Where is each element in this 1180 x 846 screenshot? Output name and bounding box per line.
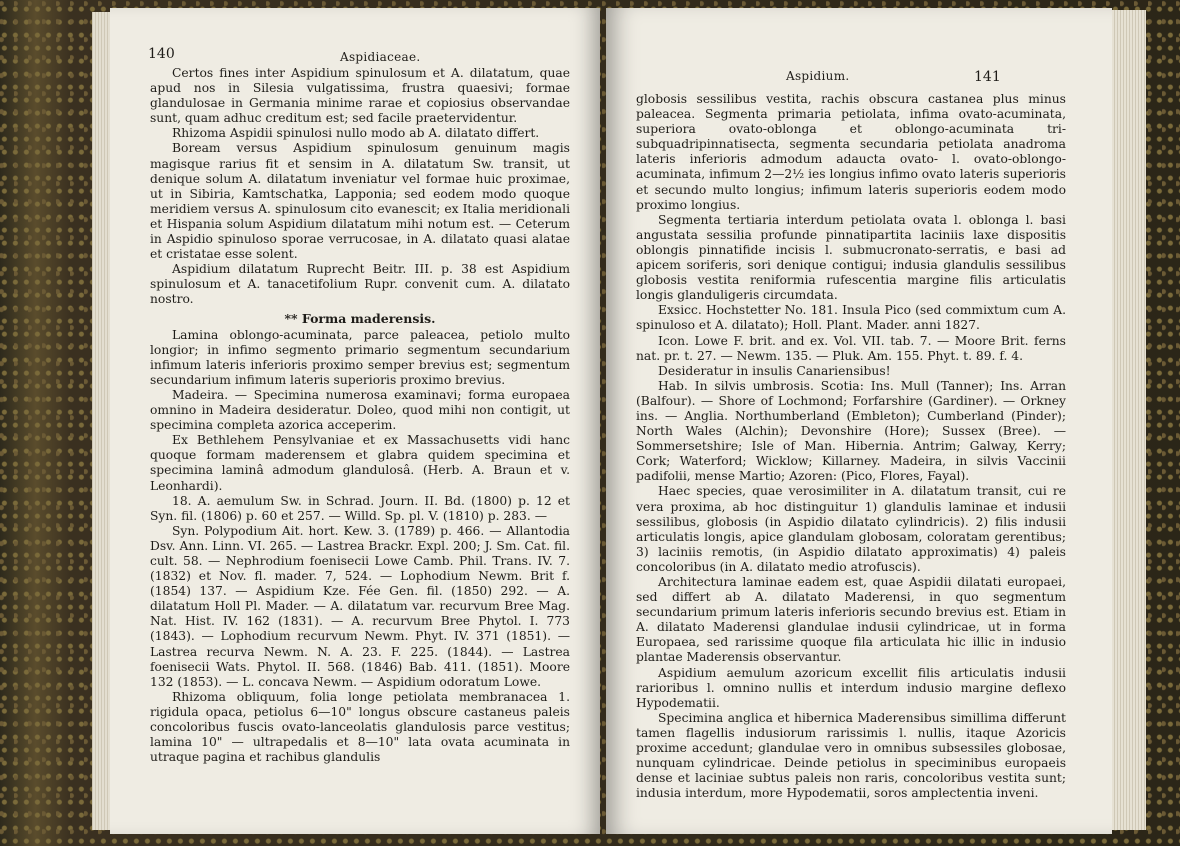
right-page-edges [1112, 10, 1146, 830]
paragraph: Rhizoma obliquum, folia longe petiolata membranacea 1. rigidula opaca, petiolus 6—10" longus obscure castaneus paleis concoloribus fuscis ovato-lanceolatis glandulosis parce vestitus; lamina 10" — ultrapedalis et 8—10" lata ovata acuminata in utraque pagina et rachibus glandulis [150, 689, 570, 765]
page-number: 141 [974, 69, 1001, 85]
right-page-text [636, 92, 1066, 801]
synonyms: Syn. Polypodium Ait. hort. Kew. 3. (1789) p. 466. — Allantodia Dsv. Ann. Linn. VI. 265. — Lastrea Brackr. Expl. 200; J. Sm. Cat. fil. cult. 58. — Nephrodium foenisecii Lowe Camb. Phil. Trans. IV. 7. (1832) et Nov. fl. mader. 7, 524. — Lophodium Newm. Brit f. (1854) 137. — Aspidium Kze. Fée Gen. fil. (1850) 292. — A. dilatatum Holl Pl. Mader. — A. dilatatum var. recurvum Bree Mag. Nat. Hist. IV. 162 (1831). — A. recurvum Bree Phytol. I. 773 (1843). — Lophodium recurvum Newm. Phyt. IV. 371 (1851). — Lastrea recurva Newm. N. A. 23. F. 225. (1844). — Lastrea foenisecii Wats. Phytol. II. 568. (1846) Bab. 411. (1851). Moore 132 (1853). — L. concava Newm. — Aspidium odoratum Lowe. [150, 523, 570, 689]
paragraph: Aspidium aemulum azoricum excellit filis articulatis indusii rarioribus l. omnino nullis et interdum indusio margine deflexo Hypodematii. [636, 665, 1066, 710]
paragraph: Ex Bethlehem Pensylvaniae et ex Massachusetts vidi hanc quoque formam maderensem et glabra quidem specimina et specimina laminâ admodum glandulosâ. (Herb. A. Braun et v. Leonhardi). [150, 433, 570, 493]
left-page [110, 8, 600, 834]
paragraph: Exsicc. Hochstetter No. 181. Insula Pico (sed commixtum cum A. spinuloso et A. dilatato); Holl. Plant. Mader. anni 1827. [636, 303, 1066, 333]
species-entry: 18. A. aemulum Sw. in Schrad. Journ. II. Bd. (1800) p. 12 et Syn. fil. (1806) p. 60 et 257. — Willd. Sp. pl. V. (1810) p. 283. — [150, 493, 570, 523]
paragraph: Lamina oblongo-acuminata, parce paleacea, petiolo multo longior; in infimo segmento primario segmentum secundarium infimum lateris inferioris proximo semper brevius est; segmentum secundarium infimum lateris superioris proximo brevius. [150, 327, 570, 387]
page-number: 140 [148, 46, 175, 62]
paragraph: Certos fines inter Aspidium spinulosum et A. dilatatum, quae apud nos in Silesia vulgatissima, frustra quaesivi; formae glandulosae in Germania minime rarae et copiosius observandae sunt, quam adhuc creditum est; sed facile praetervidentur. [150, 66, 570, 126]
paragraph: Segmenta tertiaria interdum petiolata ovata l. oblonga l. basi angustata sessilia profunde pinnatipartita laciniis laxe dispositis oblongis pinnatifide incisis l. submucronato-serratis, e basi ad apicem soriferis, sori denique contigui; indusia glandulis sessilibus globosis vestita reniformia rufescentia margine filis articulatis longis glanduligeris circumdata. [636, 212, 1066, 303]
running-title: Aspidiaceae. [340, 50, 421, 64]
left-page-edges [92, 12, 110, 830]
paragraph: Boream versus Aspidium spinulosum genuinum magis magisque rarius fit et sensim in A. dilatatum Sw. transit, ut denique solum A. dilatatum inveniatur vel formae huic proximae, ut in Sibiria, Kamtschatka, Lapponia; sed eodem modo quoque meridiem versus A. spinulosum cito evanescit; ex Italia meridionali et Hispania solum Aspidium dilatatum mihi notum est. — Ceterum in Aspidio spinuloso sporae verrucosae, in A. dilatato quasi alatae et cristatae esse solent. [150, 141, 570, 262]
paragraph: globosis sessilibus vestita, rachis obscura castanea plus minus paleacea. Segmenta primaria petiolata, infima ovato-acuminata, superiora ovato-oblonga et oblongo-acuminata tri-subquadripinnatisecta, segmenta secundaria petiolata anadroma lateris inferioris admodum adaucta ovato- l. ovato-oblongo-acuminata, infimum 2—2½ ies longius infimo ovato lateris superioris et secundo multo longius; infimum lateris superioris eodem modo proximo longius. [636, 92, 1066, 212]
paragraph: Architectura laminae eadem est, quae Aspidii dilatati europaei, sed differt ab A. dilatato Maderensi, in quo segmentum secundarium primum lateris inferioris secundo brevius est. Etiam in A. dilatato Maderensi glandulae indusii cylindricae, ut in forma Europaea, sed rarissime quoque fila articulata hic illic in indusio plantae Maderensis observantur. [636, 575, 1066, 665]
paragraph: Haec species, quae verosimiliter in A. dilatatum transit, cui re vera proxima, ab hoc distinguitur 1) glandulis laminae et indusii sessilibus, globosis (in Aspidio dilatato cylindricis). 2) filis indusii articulatis longis, apice glandulam globosam, coloratam gerentibus; 3) laciniis remotis, (in Aspidio dilatato approximatis) 4) paleis concoloribus (in A. dilatato medio atrofuscis). [636, 484, 1066, 574]
left-page-text [150, 66, 570, 765]
paragraph: Desideratur in insulis Canariensibus! [658, 363, 891, 378]
paragraph: Madeira. — Specimina numerosa examinavi; forma europaea omnino in Madeira desideratur. Doleo, quod mihi non contigit, ut specimina completa azorica acceperim. [150, 387, 570, 433]
paragraph: Aspidium dilatatum Ruprecht Beitr. III. p. 38 est Aspidium spinulosum et A. tanacetifolium Rupr. convenit cum. A. dilatato nostro. [150, 262, 570, 307]
section-heading: ** Forma maderensis. [284, 310, 436, 326]
paragraph: Specimina anglica et hibernica Maderensibus simillima differunt tamen flagellis indusiorum rarissimis l. nullis, itaque Azoricis proxime accedunt; glandulae vero in omnibus subsessiles globosae, nunquam cylindricae. Deinde petiolus in speciminibus europaeis dense et laciniae subtus paleis non raris, concoloribus vestita sunt; indusia interdum, more Hypodematii, soros amplectentia inveni. [636, 710, 1066, 801]
paragraph: Hab. In silvis umbrosis. Scotia: Ins. Mull (Tanner); Ins. Arran (Balfour). — Shore of Lochmond; Forfarshire (Gardiner). — Orkney ins. — Anglia. Northumberland (Embleton); Cumberland (Pinder); North Wales (Alchin); Devonshire (Hore); Sussex (Bree). — Sommersetshire; Isle of Man. Hibernia. Antrim; Galway, Kerry; Cork; Waterford; Wicklow; Killarney. Madeira, in silvis Vaccinii padifolii, mense Martio; Azoren: (Pico, Flores, Fayal). [636, 378, 1066, 484]
paragraph: Rhizoma Aspidii spinulosi nullo modo ab A. dilatato differt. [172, 126, 540, 141]
right-page [606, 8, 1112, 834]
paragraph: Icon. Lowe F. brit. and ex. Vol. VII. tab. 7. — Moore Brit. ferns nat. pr. t. 27. — Newm. 135. — Pluk. Am. 155. Phyt. t. 89. f. 4. [636, 333, 1066, 363]
running-title: Aspidium. [786, 69, 850, 83]
